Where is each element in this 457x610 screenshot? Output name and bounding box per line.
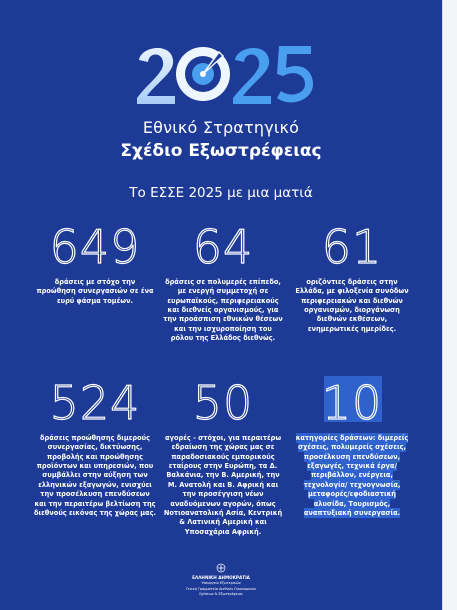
stat-value: 10: [321, 376, 383, 430]
stat-horizontal-61: [287, 220, 417, 334]
subtitle: Το ΕΣΣΕ 2025 με μια ματιά: [129, 185, 313, 201]
esse-2025-logo: [135, 38, 315, 110]
stat-bilateral-524: [30, 376, 160, 518]
stat-value-highlighted: [287, 376, 417, 430]
stat-description: κατηγορίες δράσεων: διμερείς σχέσεις, πολυμερείς σχέσεις, προσέλκυση επενδύσεων, εξαγωγές, τεχνικά έργα/ περιβάλλον, ενέργεια, τεχνολογία/ τεχνογνωσία, μεταφορές/εφοδιαστική αλυσίδα, Τουρισμός, αναπτυξιακή συνεργασία.: [295, 434, 409, 517]
stat-description: δράσεις με στόχο την προώθηση συνεργασιών σε ένα ευρύ φάσμα τομέων.: [36, 278, 154, 305]
stat-value: 50: [192, 376, 254, 430]
footer-line-4: Σχέσεων & Εξωστρέφειας: [199, 592, 243, 597]
stat-value: 649: [49, 220, 141, 274]
stat-value: 64: [192, 220, 254, 274]
stat-description: δράσεις προώθησης διμερούς συνεργασίας, δικτύωσης, προβολής και προώθησης προϊόντων και υπηρεσιών, που συμβάλλει στην αύξηση των ελληνικών εξαγωγών, ενισχύει την προσέλκυση επενδύσεων και την περαιτέρω βελτίωση της διεθνούς εικόνας της χώρας μας.: [34, 434, 156, 517]
stat-description: δράσεις σε πολυμερές επίπεδο, με ενεργή συμμετοχή σε ευρωπαϊκούς, περιφερειακούς και διεθνείς οργανισμούς, για την προάσπιση εθνικών θέσεων και την ισχυροποίηση του ρόλου της Ελλάδος διεθνώς.: [163, 278, 283, 343]
stat-multilateral-64: [158, 220, 288, 344]
stat-value: 61: [321, 220, 383, 274]
stat-description-highlighted: [287, 434, 417, 518]
footer-line-1: ΕΛΛΗΝΙΚΗ ΔΗΜΟΚΡΑΤΙΑ: [192, 575, 250, 580]
title-line-2: Σχέδιο Εξωστρέφειας: [120, 141, 322, 161]
footer-line-3: Γενική Γραμματεία Διεθνών Οικονομικών: [185, 586, 257, 591]
stat-categories-10: [287, 376, 417, 518]
stat-description: αγορές - στόχοι, για περαιτέρω εδραίωση της χώρας μας σε παραδοσιακούς εμπορικούς εταίρους στην Ευρώπη, τα Δ. Βαλκάνια, την Β. Αμερική, την Μ. Ανατολή και Β. Αφρική και την προσέγγιση νέων αναδυόμενων αγορών, όπως Νοτιοανατολική Ασία, Κεντρική & Λατινική Αμερική και Υποσαχάρια Αφρική.: [163, 434, 283, 536]
title-line-1: Εθνικό Στρατηγικό: [142, 118, 300, 137]
stat-markets-50: [158, 376, 288, 537]
page-margin: [442, 0, 457, 610]
stat-value: 524: [49, 376, 141, 430]
footer-line-2: Υπουργείο Εξωτερικών: [201, 581, 241, 585]
stat-description: οριζόντιες δράσεις στην Ελλάδα, με φιλοξενία συνόδων περιφερειακών και διεθνών οργανισμών, διοργάνωση διεθνών εκθέσεων, ενημερωτικές ημερίδες.: [295, 278, 409, 333]
stat-actions-649: [30, 220, 160, 306]
footer-ministry: [0, 563, 442, 597]
greek-coat-of-arms-icon: [216, 563, 226, 573]
